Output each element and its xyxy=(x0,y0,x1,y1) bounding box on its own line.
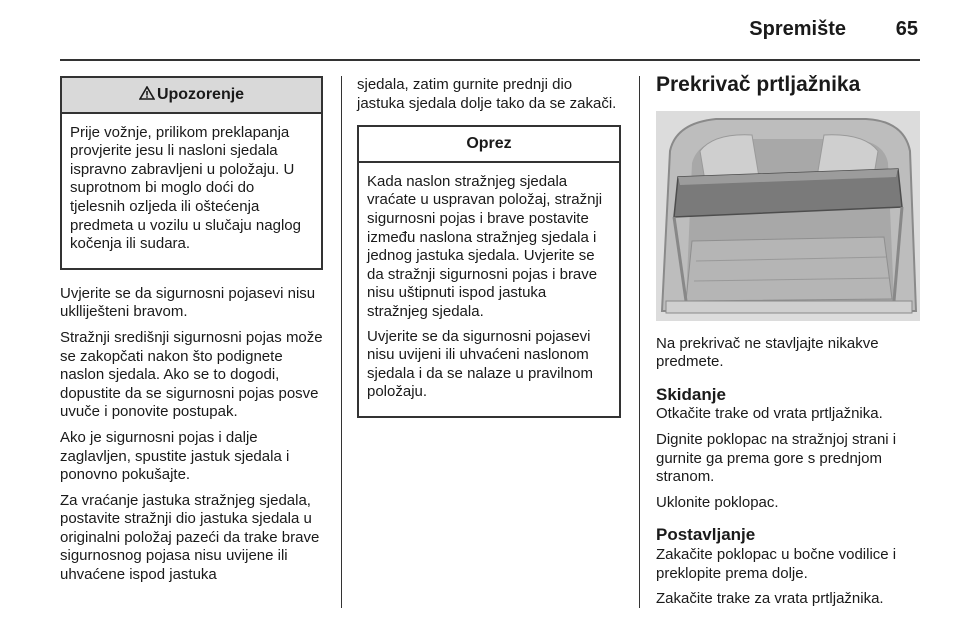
paragraph: Otkačite trake od vrata prtljažnika. xyxy=(656,405,883,423)
caution-text: Kada naslon stražnjeg sjedala vraćate u uspravan položaj, stražnji sigurnosni pojas i brave postavite između naslona stražnjeg sjedala i jednog jastuka sjedala. Uvjerite se da stražnji sigurnosni pojas i brave nisu uštipnuti ispod jastuka stražnjeg sjedala. xyxy=(367,172,603,320)
cargo-cover-image xyxy=(656,111,920,321)
warning-title: Upozorenje xyxy=(156,86,245,103)
paragraph: Uklonite poklopac. xyxy=(656,493,779,511)
intro-text: Na prekrivač ne stavljajte nikakve predmete. xyxy=(656,334,879,371)
page-title: Spremište xyxy=(749,18,846,40)
middle-column xyxy=(357,76,621,418)
paragraph: Zakačite trake za vrata prtljažnika. xyxy=(656,590,884,608)
left-text xyxy=(60,285,323,585)
paragraph: Ako je sigurnosni pojas i dalje zaglavljen, spustite jastuk sjedala i ponovno pokušajte. xyxy=(60,428,290,484)
caution-title: Oprez xyxy=(466,135,512,153)
column-divider-2 xyxy=(639,76,640,608)
paragraph: Za vraćanje jastuka stražnjeg sjedala, postavite stražnji dio jastuka sjedala u originalni položaj pazeći da trake brave sigurnosnog pojasa nisu uvijene ili uhvaćene ispod jastuka xyxy=(60,491,320,584)
warning-box xyxy=(60,76,323,270)
caution-header xyxy=(359,127,619,163)
caution-text: Uvjerite se da sigurnosni pojasevi nisu uvijeni ili uhvaćeni naslonom sjedala i da se nalaze u pravilnom položaju. xyxy=(367,327,593,401)
cargo-cover-illustration xyxy=(656,111,920,321)
left-column xyxy=(60,76,323,592)
paragraph: Uvjerite se da sigurnosni pojasevi nisu uklliješteni bravom. xyxy=(60,284,316,321)
header-divider xyxy=(60,59,920,61)
warning-triangle-icon xyxy=(139,86,155,100)
caution-box xyxy=(357,125,621,418)
warning-text: Prije vožnje, prilikom preklapanja provjerite jesu li nasloni sjedala ispravno zabravljeni u položaju. U suprotnom bi moglo doći do tjelesnih ozljeda ili oštećenja predmeta u vozilu u slučaju naglog kočenja ili sudara. xyxy=(70,123,301,253)
right-column xyxy=(656,73,922,616)
subsection-heading-installation: Postavljanje xyxy=(656,525,756,545)
warning-header xyxy=(62,78,321,114)
continuation-text: sjedala, zatim gurnite prednji dio jastuka sjedala dolje tako da se zakači. xyxy=(357,76,617,112)
paragraph: Zakačite poklopac u bočne vodilice i preklopite prema dolje. xyxy=(656,545,897,582)
caution-body xyxy=(359,163,619,416)
paragraph: Dignite poklopac na stražnjoj strani i gurnite ga prema gore s prednjom stranom. xyxy=(656,430,897,486)
page-header xyxy=(0,0,960,60)
warning-body xyxy=(62,114,321,268)
subsection-heading-removal: Skidanje xyxy=(656,384,726,404)
page-number: 65 xyxy=(895,18,918,40)
column-divider-1 xyxy=(341,76,342,608)
paragraph: Stražnji središnji sigurnosni pojas može se zakopčati nakon što podignete naslon sjedala. Ako se to dogodi, dopustite da se sigurnosni pojas posve uvuče i ponovite postupak. xyxy=(60,328,323,421)
section-title: Prekrivač prtljažnika xyxy=(656,73,861,96)
